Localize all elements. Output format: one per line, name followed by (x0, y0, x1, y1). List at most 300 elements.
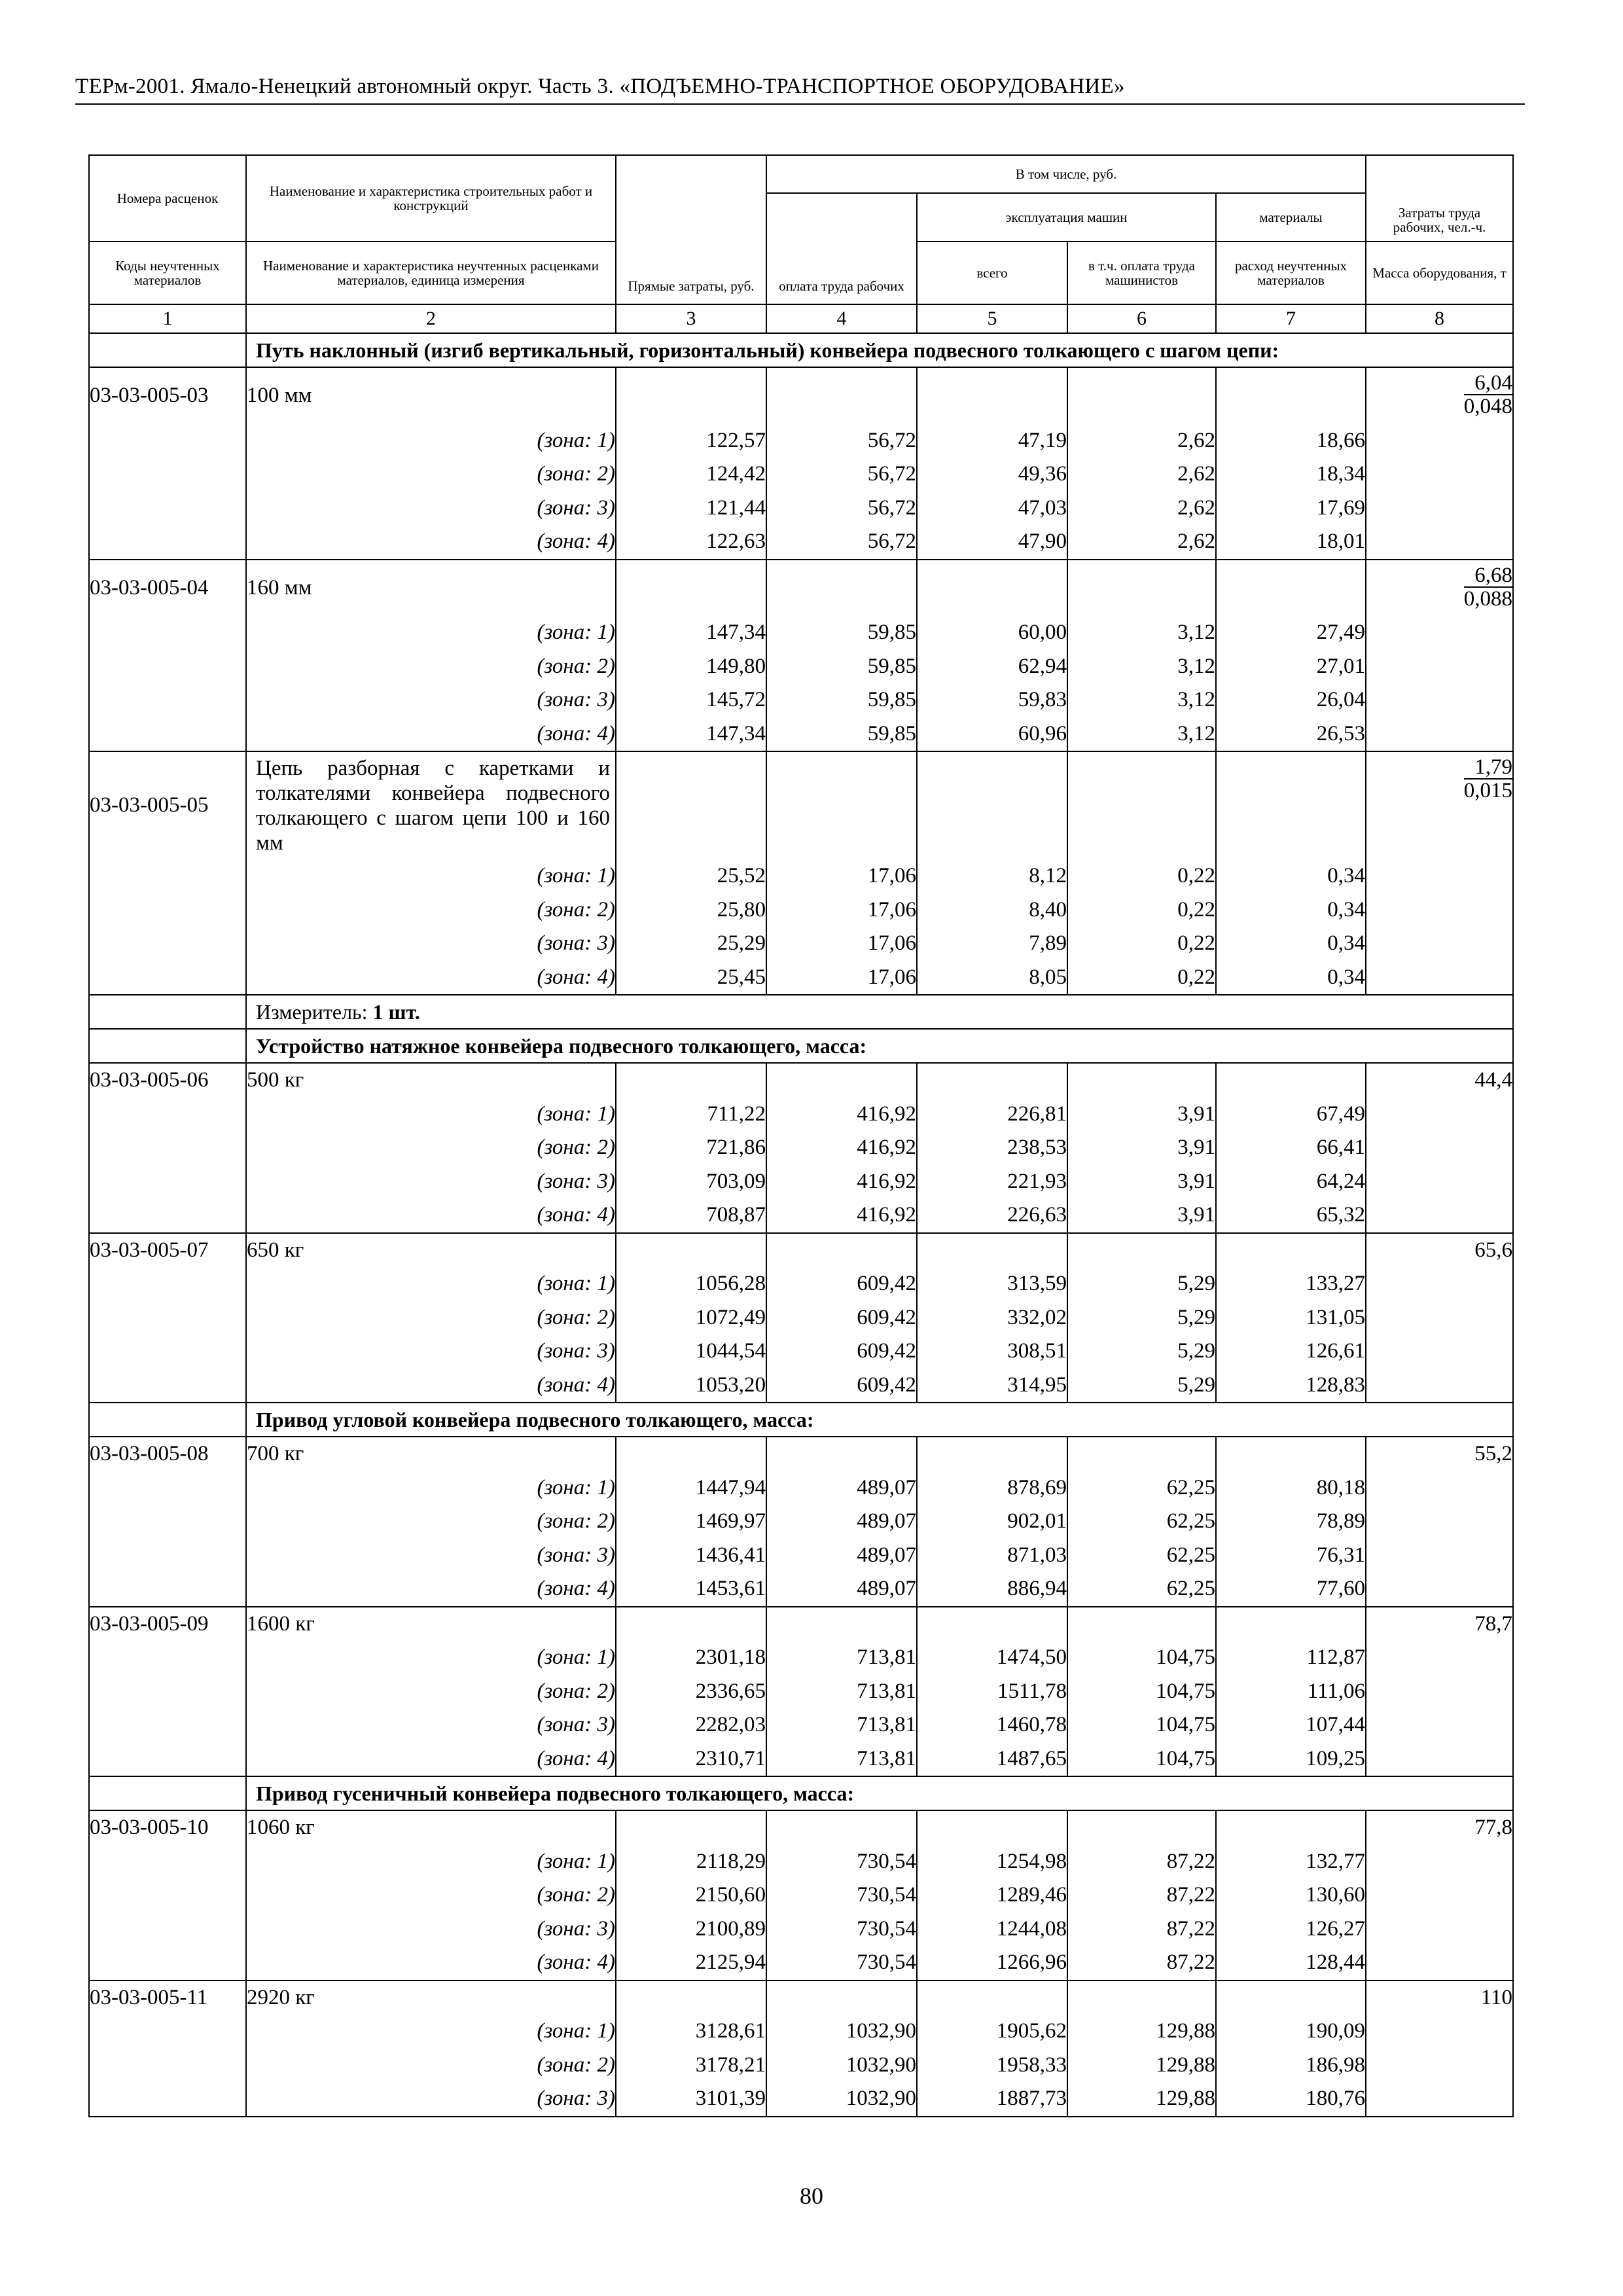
materials-cost: 180,76 (1216, 2082, 1366, 2117)
machines-total: 8,12 (917, 859, 1067, 893)
zone-row (89, 1301, 1513, 1335)
zone-row (89, 1878, 1513, 1912)
page-header: ТЕРм-2001. Ямало-Ненецкий автономный округ. Часть 3. «ПОДЪЕМНО-ТРАНСПОРТНОЕ ОБОРУДОВАНИЕ» (75, 73, 1525, 105)
direct-cost: 145,72 (616, 683, 766, 717)
direct-cost: 3101,39 (616, 2082, 766, 2117)
labor-pay: 416,92 (766, 1131, 917, 1165)
rate-row (89, 751, 1513, 859)
direct-cost: 1053,20 (616, 1369, 766, 1403)
rate-row (89, 1607, 1513, 1641)
materials-cost: 26,53 (1216, 717, 1366, 752)
machines-total: 1244,08 (917, 1912, 1067, 1946)
materials-cost: 126,27 (1216, 1912, 1366, 1946)
rate-name: 2920 кг (246, 1981, 616, 2015)
labor-pay: 730,54 (766, 1946, 917, 1981)
materials-cost: 107,44 (1216, 1708, 1366, 1742)
zone-label: (зона: 1) (246, 1641, 616, 1675)
zone-row (89, 1505, 1513, 1539)
rate-row (89, 1437, 1513, 1471)
materials-cost: 186,98 (1216, 2049, 1366, 2083)
mass-fraction (1464, 560, 1512, 610)
machines-total: 226,81 (917, 1098, 1067, 1132)
zone-row (89, 492, 1513, 526)
zone-row (89, 1198, 1513, 1233)
machines-labor: 0,22 (1067, 893, 1216, 927)
materials-cost: 80,18 (1216, 1471, 1366, 1505)
machines-total: 902,01 (917, 1505, 1067, 1539)
zone-row (89, 650, 1513, 684)
machines-total: 238,53 (917, 1131, 1067, 1165)
zone-row (89, 1708, 1513, 1742)
zone-label: (зона: 3) (246, 1335, 616, 1369)
column-number: 5 (917, 304, 1067, 333)
materials-cost: 126,61 (1216, 1335, 1366, 1369)
zone-row (89, 1572, 1513, 1607)
materials-cost: 66,41 (1216, 1131, 1366, 1165)
zone-row (89, 893, 1513, 927)
machines-labor: 0,22 (1067, 859, 1216, 893)
col-labor-pay-header: оплата труда рабочих (766, 193, 917, 304)
zone-row (89, 859, 1513, 893)
machines-labor: 129,88 (1067, 2082, 1216, 2117)
direct-cost: 149,80 (616, 650, 766, 684)
machines-labor: 0,22 (1067, 927, 1216, 961)
zone-row (89, 2015, 1513, 2049)
direct-cost: 124,42 (616, 457, 766, 492)
zone-row (89, 1165, 1513, 1199)
materials-cost: 0,34 (1216, 961, 1366, 996)
machines-total: 878,69 (917, 1471, 1067, 1505)
machines-labor: 5,29 (1067, 1301, 1216, 1335)
materials-cost: 18,66 (1216, 424, 1366, 458)
machines-labor: 0,22 (1067, 961, 1216, 996)
labor-pay: 416,92 (766, 1198, 917, 1233)
machines-labor: 3,12 (1067, 650, 1216, 684)
labor-pay: 416,92 (766, 1098, 917, 1132)
rate-name: 1600 кг (246, 1607, 616, 1641)
column-number-row (89, 304, 1513, 333)
labor-pay: 489,07 (766, 1572, 917, 1607)
col-code-header: Номера расценок (89, 155, 246, 242)
zone-label: (зона: 2) (246, 1505, 616, 1539)
rate-name: 160 мм (246, 560, 616, 617)
direct-cost: 1469,97 (616, 1505, 766, 1539)
rate-code: 03-03-005-05 (89, 751, 246, 859)
rate-row (89, 1810, 1513, 1845)
col-including-header: В том числе, руб. (766, 155, 1366, 193)
materials-cost: 109,25 (1216, 1742, 1366, 1777)
materials-cost: 132,77 (1216, 1845, 1366, 1879)
machines-labor: 87,22 (1067, 1912, 1216, 1946)
labor-pay: 1032,90 (766, 2015, 917, 2049)
zone-label: (зона: 2) (246, 1131, 616, 1165)
zone-row (89, 1946, 1513, 1981)
direct-cost: 121,44 (616, 492, 766, 526)
rate-row (89, 560, 1513, 617)
zone-label: (зона: 3) (246, 1539, 616, 1573)
materials-cost: 18,01 (1216, 525, 1366, 560)
rate-name: 500 кг (246, 1063, 616, 1098)
zone-label: (зона: 1) (246, 616, 616, 650)
machines-total: 59,83 (917, 683, 1067, 717)
zone-label: (зона: 3) (246, 683, 616, 717)
zone-row (89, 1131, 1513, 1165)
zone-label: (зона: 1) (246, 1845, 616, 1879)
measure-row (89, 995, 1513, 1029)
materials-cost: 128,83 (1216, 1369, 1366, 1403)
header-row-1 (89, 155, 1513, 193)
zone-row (89, 2049, 1513, 2083)
machines-labor: 104,75 (1067, 1641, 1216, 1675)
rate-row (89, 367, 1513, 424)
column-number: 7 (1216, 304, 1366, 333)
section-title: Привод гусеничный конвейера подвесного толкающего, масса: (246, 1776, 1513, 1810)
labor-pay: 56,72 (766, 424, 917, 458)
machines-labor: 3,91 (1067, 1165, 1216, 1199)
direct-cost: 25,52 (616, 859, 766, 893)
machines-total: 314,95 (917, 1369, 1067, 1403)
zone-label: (зона: 1) (246, 2015, 616, 2049)
zone-label: (зона: 3) (246, 2082, 616, 2117)
zone-label: (зона: 2) (246, 893, 616, 927)
direct-cost: 1072,49 (616, 1301, 766, 1335)
direct-cost: 1056,28 (616, 1267, 766, 1301)
machines-total: 47,90 (917, 525, 1067, 560)
materials-cost: 0,34 (1216, 927, 1366, 961)
machines-total: 60,00 (917, 616, 1067, 650)
zone-label: (зона: 2) (246, 1301, 616, 1335)
direct-cost: 1436,41 (616, 1539, 766, 1573)
materials-cost: 128,44 (1216, 1946, 1366, 1981)
machines-total: 313,59 (917, 1267, 1067, 1301)
zone-label: (зона: 4) (246, 1198, 616, 1233)
column-number: 1 (89, 304, 246, 333)
zone-label: (зона: 3) (246, 492, 616, 526)
col-machines-labor-header: в т.ч. оплата труда машинистов (1067, 242, 1216, 304)
direct-cost: 3128,61 (616, 2015, 766, 2049)
zone-label: (зона: 1) (246, 1098, 616, 1132)
labor-cost: 6,04 (1464, 372, 1512, 395)
labor-pay: 59,85 (766, 683, 917, 717)
zone-row (89, 1641, 1513, 1675)
zone-label: (зона: 2) (246, 1675, 616, 1709)
materials-cost: 131,05 (1216, 1301, 1366, 1335)
machines-labor: 3,91 (1067, 1098, 1216, 1132)
machines-labor: 3,12 (1067, 616, 1216, 650)
machines-labor: 129,88 (1067, 2015, 1216, 2049)
column-number: 2 (246, 304, 616, 333)
rate-name: Цепь разборная с каретками и толкателями конвейера подвесного толкающего с шагом цепи 100 и 160 мм (246, 751, 616, 859)
zone-row (89, 717, 1513, 752)
direct-cost: 122,63 (616, 525, 766, 560)
zone-row (89, 1335, 1513, 1369)
column-number: 3 (616, 304, 766, 333)
direct-cost: 147,34 (616, 717, 766, 752)
rate-code: 03-03-005-03 (89, 367, 246, 424)
direct-cost: 711,22 (616, 1098, 766, 1132)
machines-labor: 2,62 (1067, 525, 1216, 560)
equipment-mass: 110 (1366, 1981, 1513, 2015)
rate-code: 03-03-005-07 (89, 1233, 246, 1268)
column-number: 8 (1366, 304, 1513, 333)
machines-labor: 62,25 (1067, 1471, 1216, 1505)
direct-cost: 122,57 (616, 424, 766, 458)
rates-table (88, 154, 1514, 2117)
col-name-header: Наименование и характеристика строительных работ и конструкций (246, 155, 616, 242)
materials-cost: 67,49 (1216, 1098, 1366, 1132)
machines-total: 1474,50 (917, 1641, 1067, 1675)
machines-total: 1958,33 (917, 2049, 1067, 2083)
labor-pay: 56,72 (766, 525, 917, 560)
direct-cost: 2100,89 (616, 1912, 766, 1946)
labor-pay: 17,06 (766, 859, 917, 893)
labor-pay: 416,92 (766, 1165, 917, 1199)
zone-label: (зона: 4) (246, 1369, 616, 1403)
labor-pay: 1032,90 (766, 2049, 917, 2083)
equipment-mass: 0,015 (1463, 779, 1513, 802)
labor-pay: 489,07 (766, 1539, 917, 1573)
machines-total: 1254,98 (917, 1845, 1067, 1879)
col-labor-header: Затраты труда рабочих, чел.-ч. (1366, 155, 1513, 242)
labor-pay: 609,42 (766, 1267, 917, 1301)
zone-row (89, 525, 1513, 560)
column-number: 4 (766, 304, 917, 333)
materials-cost: 0,34 (1216, 893, 1366, 927)
rate-code: 03-03-005-08 (89, 1437, 246, 1471)
labor-cost: 1,79 (1464, 756, 1512, 780)
labor-pay: 17,06 (766, 893, 917, 927)
col-name-sub-header: Наименование и характеристика неучтенных расценками материалов, единица измерения (246, 242, 616, 304)
machines-labor: 129,88 (1067, 2049, 1216, 2083)
materials-cost: 64,24 (1216, 1165, 1366, 1199)
machines-total: 1289,46 (917, 1878, 1067, 1912)
direct-cost: 708,87 (616, 1198, 766, 1233)
materials-cost: 76,31 (1216, 1539, 1366, 1573)
machines-total: 1905,62 (917, 2015, 1067, 2049)
zone-label: (зона: 4) (246, 1946, 616, 1981)
page-number: 80 (800, 2183, 823, 2209)
direct-cost: 1453,61 (616, 1572, 766, 1607)
equipment-mass: 77,8 (1366, 1810, 1513, 1845)
materials-cost: 27,49 (1216, 616, 1366, 650)
machines-total: 886,94 (917, 1572, 1067, 1607)
zone-label: (зона: 2) (246, 1878, 616, 1912)
zone-row (89, 683, 1513, 717)
direct-cost: 25,45 (616, 961, 766, 996)
rate-row (89, 1233, 1513, 1268)
zone-row (89, 1675, 1513, 1709)
rate-row (89, 1063, 1513, 1098)
zone-label: (зона: 4) (246, 525, 616, 560)
labor-pay: 609,42 (766, 1335, 917, 1369)
machines-labor: 104,75 (1067, 1708, 1216, 1742)
rate-code: 03-03-005-06 (89, 1063, 246, 1098)
labor-pay: 730,54 (766, 1845, 917, 1879)
col-materials-sub-header: расход неучтенных материалов (1216, 242, 1366, 304)
materials-cost: 78,89 (1216, 1505, 1366, 1539)
machines-total: 1266,96 (917, 1946, 1067, 1981)
zone-label: (зона: 2) (246, 457, 616, 492)
machines-labor: 62,25 (1067, 1539, 1216, 1573)
mass-fraction (1464, 368, 1512, 418)
direct-cost: 2118,29 (616, 1845, 766, 1879)
rate-name: 650 кг (246, 1233, 616, 1268)
machines-labor: 104,75 (1067, 1675, 1216, 1709)
materials-cost: 65,32 (1216, 1198, 1366, 1233)
zone-label: (зона: 3) (246, 1912, 616, 1946)
labor-pay: 56,72 (766, 457, 917, 492)
machines-labor: 5,29 (1067, 1335, 1216, 1369)
rate-code: 03-03-005-04 (89, 560, 246, 617)
machines-labor: 2,62 (1067, 424, 1216, 458)
labor-pay: 713,81 (766, 1708, 917, 1742)
zone-row (89, 1742, 1513, 1777)
materials-cost: 17,69 (1216, 492, 1366, 526)
direct-cost: 2125,94 (616, 1946, 766, 1981)
zone-label: (зона: 4) (246, 1572, 616, 1607)
measure-value: 1 шт. (372, 1000, 420, 1024)
section-title-row (89, 1029, 1513, 1063)
direct-cost: 2282,03 (616, 1708, 766, 1742)
direct-cost: 2310,71 (616, 1742, 766, 1777)
labor-cost: 6,68 (1464, 564, 1512, 588)
machines-total: 1487,65 (917, 1742, 1067, 1777)
direct-cost: 1447,94 (616, 1471, 766, 1505)
labor-pay: 713,81 (766, 1641, 917, 1675)
materials-cost: 130,60 (1216, 1878, 1366, 1912)
zone-row (89, 1267, 1513, 1301)
col-mass-header: Масса оборудования, т (1366, 242, 1513, 304)
zone-row (89, 424, 1513, 458)
zone-label: (зона: 1) (246, 1267, 616, 1301)
equipment-mass: 65,6 (1366, 1233, 1513, 1268)
direct-cost: 2336,65 (616, 1675, 766, 1709)
col-machines-header: эксплуатация машин (917, 193, 1216, 242)
labor-pay: 730,54 (766, 1878, 917, 1912)
machines-labor: 87,22 (1067, 1946, 1216, 1981)
measure-unit (246, 995, 1513, 1029)
zone-label: (зона: 4) (246, 1742, 616, 1777)
machines-total: 8,40 (917, 893, 1067, 927)
col-code-sub-header: Коды неучтенных материалов (89, 242, 246, 304)
labor-pay: 713,81 (766, 1675, 917, 1709)
labor-pay: 59,85 (766, 717, 917, 752)
direct-cost: 703,09 (616, 1165, 766, 1199)
direct-cost: 25,29 (616, 927, 766, 961)
machines-total: 1887,73 (917, 2082, 1067, 2117)
zone-row (89, 457, 1513, 492)
machines-labor: 3,91 (1067, 1198, 1216, 1233)
section-title-row (89, 1776, 1513, 1810)
zone-label: (зона: 1) (246, 424, 616, 458)
rate-name: 1060 кг (246, 1810, 616, 1845)
zone-label: (зона: 3) (246, 1165, 616, 1199)
direct-cost: 721,86 (616, 1131, 766, 1165)
machines-total: 1460,78 (917, 1708, 1067, 1742)
equipment-mass: 78,7 (1366, 1607, 1513, 1641)
mass-fraction (1464, 752, 1512, 802)
zone-label: (зона: 1) (246, 859, 616, 893)
materials-cost: 77,60 (1216, 1572, 1366, 1607)
materials-cost: 190,09 (1216, 2015, 1366, 2049)
machines-total: 47,19 (917, 424, 1067, 458)
section-title: Устройство натяжное конвейера подвесного толкающего, масса: (246, 1029, 1513, 1063)
labor-pay: 56,72 (766, 492, 917, 526)
machines-total: 60,96 (917, 717, 1067, 752)
direct-cost: 2301,18 (616, 1641, 766, 1675)
machines-total: 62,94 (917, 650, 1067, 684)
zone-row (89, 616, 1513, 650)
labor-pay: 609,42 (766, 1301, 917, 1335)
materials-cost: 0,34 (1216, 859, 1366, 893)
col-machines-total-header: всего (917, 242, 1067, 304)
labor-pay: 59,85 (766, 650, 917, 684)
equipment-mass: 44,4 (1366, 1063, 1513, 1098)
section-title-row (89, 1403, 1513, 1437)
machines-total: 47,03 (917, 492, 1067, 526)
labor-pay: 609,42 (766, 1369, 917, 1403)
rate-code: 03-03-005-11 (89, 1981, 246, 2015)
col-materials-header: материалы (1216, 193, 1366, 242)
equipment-mass: 55,2 (1366, 1437, 1513, 1471)
section-title: Привод угловой конвейера подвесного толкающего, масса: (246, 1403, 1513, 1437)
measure-label: Измеритель: (256, 1000, 373, 1024)
machines-labor: 62,25 (1067, 1505, 1216, 1539)
labor-pay: 59,85 (766, 616, 917, 650)
materials-cost: 26,04 (1216, 683, 1366, 717)
materials-cost: 133,27 (1216, 1267, 1366, 1301)
zone-row (89, 961, 1513, 996)
machines-labor: 87,22 (1067, 1845, 1216, 1879)
col-direct-header: Прямые затраты, руб. (616, 155, 766, 304)
zone-row (89, 2082, 1513, 2117)
machines-total: 1511,78 (917, 1675, 1067, 1709)
labor-pay: 489,07 (766, 1471, 917, 1505)
equipment-mass: 0,088 (1463, 586, 1513, 611)
zone-row (89, 927, 1513, 961)
zone-row (89, 1539, 1513, 1573)
direct-cost: 25,80 (616, 893, 766, 927)
rate-row (89, 1981, 1513, 2015)
machines-total: 332,02 (917, 1301, 1067, 1335)
machines-total: 49,36 (917, 457, 1067, 492)
zone-label: (зона: 3) (246, 1708, 616, 1742)
machines-labor: 2,62 (1067, 492, 1216, 526)
machines-labor: 104,75 (1067, 1742, 1216, 1777)
direct-cost: 1044,54 (616, 1335, 766, 1369)
zone-label: (зона: 4) (246, 961, 616, 996)
zone-label: (зона: 2) (246, 2049, 616, 2083)
rate-code: 03-03-005-10 (89, 1810, 246, 1845)
zone-label: (зона: 2) (246, 650, 616, 684)
machines-labor: 5,29 (1067, 1369, 1216, 1403)
machines-labor: 3,91 (1067, 1131, 1216, 1165)
labor-pay: 730,54 (766, 1912, 917, 1946)
rate-name: 100 мм (246, 367, 616, 424)
labor-pay: 489,07 (766, 1505, 917, 1539)
zone-row (89, 1098, 1513, 1132)
labor-pay: 17,06 (766, 927, 917, 961)
labor-pay: 713,81 (766, 1742, 917, 1777)
machines-labor: 3,12 (1067, 683, 1216, 717)
labor-pay: 17,06 (766, 961, 917, 996)
machines-total: 8,05 (917, 961, 1067, 996)
zone-row (89, 1845, 1513, 1879)
rate-name: 700 кг (246, 1437, 616, 1471)
direct-cost: 147,34 (616, 616, 766, 650)
machines-labor: 5,29 (1067, 1267, 1216, 1301)
section-title-row (89, 333, 1513, 367)
